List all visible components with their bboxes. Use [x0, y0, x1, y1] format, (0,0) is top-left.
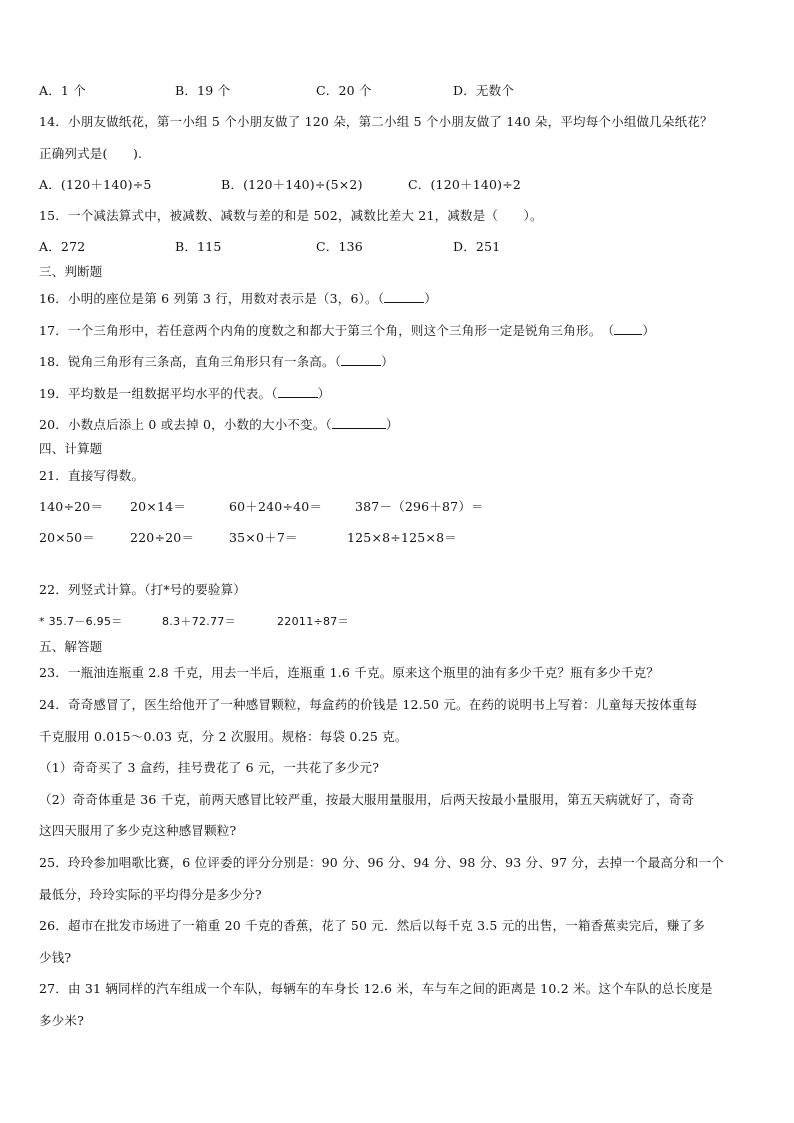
q19-answer-blank[interactable]	[278, 385, 318, 398]
q14-option-b: B．(120＋140)÷(5×2)	[221, 177, 363, 192]
q15-option-c: C．136	[316, 239, 363, 254]
q18-statement: 18．锐角三角形有三条高，直角三角形只有一条高。（	[39, 354, 342, 369]
q26-text-cont: 少钱?	[39, 950, 72, 965]
q24-text: 24．奇奇感冒了，医生给他开了一种感冒颗粒，每盒药的价钱是 12.50 元。在药的说明书上写着：儿童每天按体重每	[39, 697, 698, 712]
q15-text: 15．一个减法算式中，被减数、减数与差的和是 502，减数比差大 21，减数是（ ）。	[39, 208, 543, 223]
q16-close: ）	[424, 291, 437, 306]
q27-text: 27．由 31 辆同样的汽车组成一个车队，每辆车的车身长 12.6 米，车与车之间的距离是 10.2 米。这个车队的总长度是	[39, 981, 713, 996]
q16-statement: 16．小明的座位是第 6 列第 3 行，用数对表示是（3，6）。（	[39, 291, 385, 306]
q21-item: 387－（296＋87）＝	[355, 499, 484, 514]
q18-close: ）	[381, 354, 394, 369]
q24-part-2: （2）奇奇体重是 36 千克，前两天感冒比较严重，按最大服用量服用，后两天按最小量服用，第五天病就好了，奇奇	[39, 792, 695, 807]
q24-text-cont: 千克服用 0.015～0.03 克，分 2 次服用。规格：每袋 0.25 克。	[39, 729, 408, 744]
q20-statement: 20．小数点后添上 0 或去掉 0，小数的大小不变。（	[39, 417, 332, 432]
q17-text	[39, 322, 655, 339]
q20-answer-blank[interactable]	[332, 416, 386, 429]
q23-text: 23．一瓶油连瓶重 2.8 千克，用去一半后，连瓶重 1.6 千克。原来这个瓶里的油有多少千克？瓶有多少千克？	[39, 665, 660, 680]
q14-option-c: C．(120＋140)÷2	[408, 177, 522, 192]
q20-text	[39, 416, 399, 433]
q15-option-d: D．251	[453, 239, 501, 254]
q24-part-1: （1）奇奇买了 3 盒药，挂号费花了 6 元，一共花了多少元?	[39, 760, 380, 775]
q21-item: 125×8÷125×8＝	[347, 530, 457, 545]
q21-item: 220÷20＝	[130, 530, 195, 545]
q13-option-d: D．无数个	[453, 83, 515, 98]
q21-item: 20×14＝	[130, 499, 186, 514]
q19-close: ）	[317, 386, 331, 401]
q14-text: 14．小朋友做纸花，第一小组 5 个小朋友做了 120 朵，第二小组 5 个小朋友做了 140 朵，平均每个小组做几朵纸花？	[39, 114, 713, 129]
q26-text: 26．超市在批发市场进了一箱重 20 千克的香蕉，花了 50 元．然后以每千克 3.5 元的出售，一箱香蕉卖完后，赚了多	[39, 918, 705, 933]
q16-text	[39, 290, 437, 307]
q17-statement: 17．一个三角形中，若任意两个内角的度数之和都大于第三个角，则这个三角形一定是锐角三角形。 （	[39, 323, 615, 338]
q20-close: ）	[385, 417, 399, 432]
q24-part-2-cont: 这四天服用了多少克这种感冒颗粒?	[39, 823, 237, 838]
section-heading-word-problems: 五、解答题	[39, 639, 103, 654]
q25-text: 25．玲玲参加唱歌比赛，6 位评委的评分分别是：90 分、96 分、94 分、98 分、93 分、97 分，去掉一个最高分和一个	[39, 855, 724, 870]
q21-item: 20×50＝	[39, 530, 95, 545]
q16-answer-blank[interactable]	[384, 290, 424, 303]
q21-item: 60＋240÷40＝	[229, 499, 323, 514]
q27-text-cont: 多少米?	[39, 1013, 85, 1028]
q18-text	[39, 353, 394, 370]
q22-item: * 35.7－6.95＝	[39, 615, 123, 628]
q15-option-a: A．272	[39, 239, 86, 254]
q19-statement: 19．平均数是一组数据平均水平的代表。（	[39, 386, 278, 401]
q14-text-cont: 正确列式是( ).	[39, 146, 143, 161]
q18-answer-blank[interactable]	[341, 353, 381, 366]
q25-text-cont: 最低分，玲玲实际的平均得分是多少分?	[39, 887, 262, 902]
q21-title: 21．直接写得数。	[39, 468, 145, 483]
section-heading-calculation: 四、计算题	[39, 441, 103, 456]
q17-answer-blank[interactable]	[614, 322, 642, 335]
q17-close: ）	[642, 323, 656, 338]
q22-item: 8.3＋72.77＝	[162, 615, 236, 628]
q15-option-b: B．115	[175, 239, 222, 254]
q21-item: 140÷20＝	[39, 499, 104, 514]
q21-item: 35×0＋7＝	[229, 530, 298, 545]
q22-title: 22．列竖式计算。（打*号的要验算）	[39, 582, 247, 597]
q14-option-a: A．(120＋140)÷5	[39, 177, 152, 192]
q13-option-c: C．20 个	[316, 83, 372, 98]
q22-item: 22011÷87＝	[277, 615, 349, 628]
q13-option-a: A．1 个	[39, 83, 86, 98]
section-heading-judgment: 三、判断题	[39, 264, 103, 279]
q19-text	[39, 385, 330, 402]
q13-option-b: B．19 个	[175, 83, 231, 98]
